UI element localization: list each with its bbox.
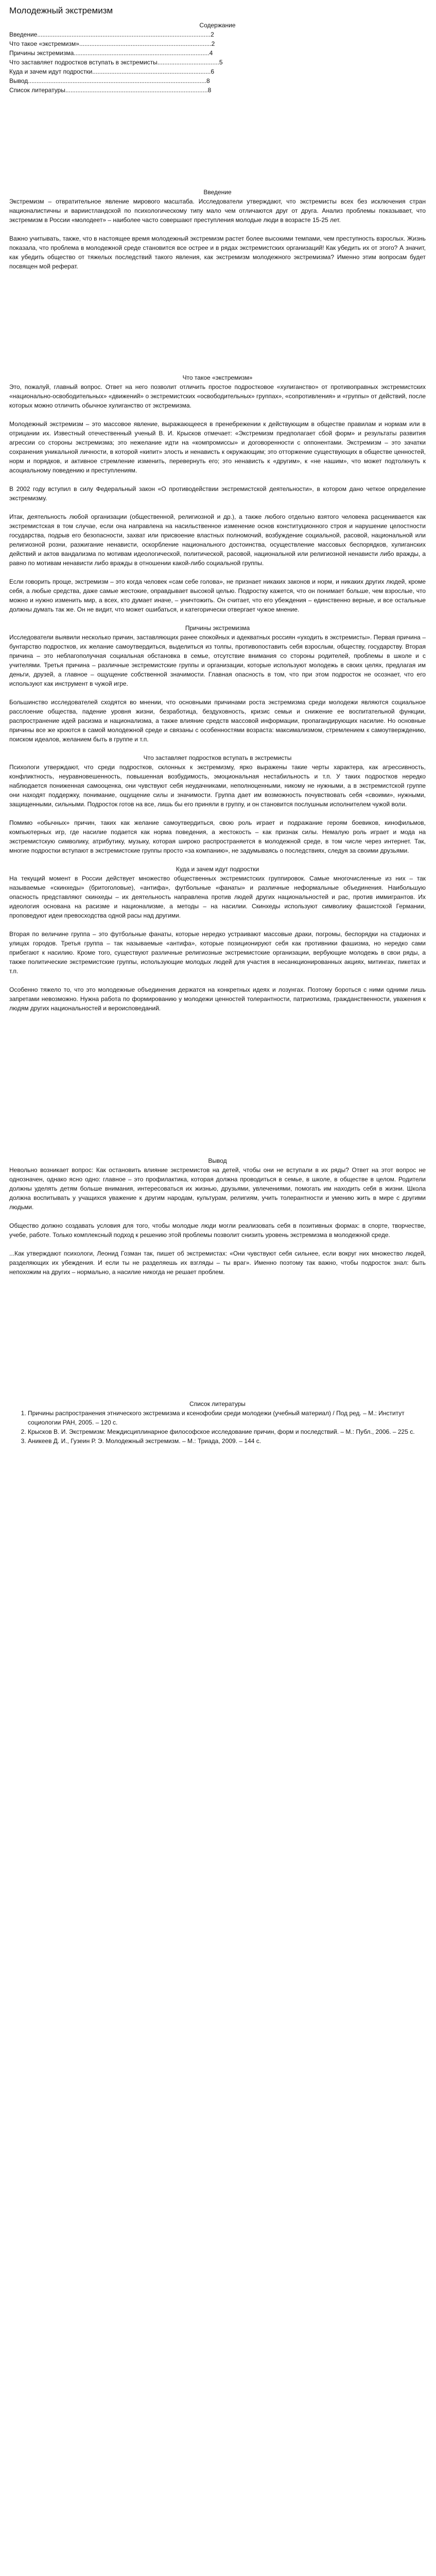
toc-item[interactable]: Причины экстремизма...............................................................................4 (9, 49, 213, 57)
what-heading: Что такое «экстремизм» (182, 374, 253, 381)
join-heading: Что заставляет подростков вступать в экстремисты (143, 754, 292, 761)
what-paragraph: Если говорить проще, экстремизм – это когда человек «сам себе голова», не признает никаких законов и норм, и никаких других людей, кроме себя, а любые средства, даже самые жестокие, оправдывает высокой целью. Подростку кажется, что он понимает больше, чем взрослые, что можно и нужно изменить мир, а всех, кто думает иначе, – уничтожить. Он считает, что его убеждения – единственно верные, и все остальные должны думать так же. Он не видит, что может ошибаться, и категорически отвергает чужое мнение. (9, 578, 426, 613)
causes-heading: Причины экстремизма (185, 624, 250, 632)
document-title: Молодежный экстремизм (9, 6, 113, 15)
references-list (19, 1409, 426, 1446)
toc-item[interactable]: Вывод........................................................................................................8 (9, 77, 210, 84)
join-paragraph: Психологи утверждают, что среди подростков, склонных к экстремизму, ярко выражены такие черты характера, как агрессивность, конфликтность, неуравновешенность, повышенная возбудимость, эмоциональная нестабильность и т.п. У таких подростков нередко наблюдается пониженная самооценка, они чувствуют себя неудачниками, неполноценными, никому не нужными, а в экстремистской группе они находят поддержку, понимание, ощущение силы и значимости. Группа дает им возможность почувствовать себя «своими», нужными, защищенными, сильными. Подросток готов на все, лишь бы его приняли в группу, и он становится послушным исполнителем чужой воли. (9, 764, 426, 808)
toc-item[interactable]: Куда и зачем идут подростки.....................................................................6 (9, 68, 215, 75)
intro-heading: Введение (203, 189, 232, 196)
toc-item[interactable]: Что заставляет подростков вступать в экстремисты....................................5 (9, 59, 223, 66)
join-paragraph: Помимо «обычных» причин, таких как желание самоутвердиться, свою роль играет и подражание героям боевиков, кинофильмов, компьютерных игр, где насилие подается как норма поведения, а жестокость – как признак силы. Немалую роль играет и мода на экстремистскую символику, атрибутику, музыку, которая широко распространяется в молодежной среде, в том числе через интернет. Так, многие подростки вступают в экстремистские группы просто «за компанию», не задумываясь о последствиях, следуя за своими друзьями. (9, 819, 426, 854)
where-paragraph: На текущий момент в России действует множество общественных экстремистских группировок. Самые многочисленные из них – так называемые «скинхеды» (бритоголовые), «антифа», футбольные «фанаты» и различные неформальные объединения. Наибольшую опасность представляют скинхеды – их деятельность направлена против людей других национальностей и рас, против иммигрантов. Их идеология основана на расизме и национализме, а методы – на насилии. Скинхеды используют символику фашистской Германии, проповедуют идеи превосходства одной расы над другими. (9, 875, 426, 919)
where-paragraph: Особенно тяжело то, что это молодежные объединения держатся на конкретных идеях и лозунгах. Поэтому бороться с ними одними лишь запретами невозможно. Нужна работа по формированию у молодежи ценностей толерантности, патриотизма, гражданственности, уважения к людям других национальностей и вероисповеданий. (9, 986, 426, 1012)
toc-item[interactable]: Введение.....................................................................................................2 (9, 31, 214, 38)
where-heading: Куда и зачем идут подростки (176, 866, 259, 873)
toc-heading: Содержание (199, 22, 236, 29)
conclusion-paragraph: Общество должно создавать условия для того, чтобы молодые люди могли реализовать себя в позитивных формах: в спорте, творчестве, учебе, работе. Только комплексный подход к решению этой проблемы позволит снизить уровень экстремизма в молодежной среде. (9, 1222, 426, 1239)
toc-item[interactable]: Что такое «экстремизм».............................................................................2 (9, 40, 215, 47)
where-paragraph: Вторая по величине группа – это футбольные фанаты, которые нередко устраивают массовые драки, погромы, беспорядки на стадионах и улицах городов. Третья группа – так называемые «антифа», которые позиционируют себя как противники фашизма, но нередко сами прибегают к насилию. Кроме того, существуют различные религиозные экстремистские организации, вербующие молодежь в свои ряды, а также политические экстремистские группы, использующие молодых людей для участия в несанкционированных акциях, митингах, пикетах и т.п. (9, 930, 426, 975)
intro-paragraph: Экстремизм – отвратительное явление мирового масштаба. Исследователи утверждают, что экстремисты всех без исключения стран националистичны и вариистландской по психологическому типу мало чем отличаются друг от друга. Анализ проблемы показывает, что экстремизм в России «молодеет» – наиболее часто совершают преступления молодые люди в возрасте 15-25 лет. (9, 198, 426, 224)
causes-paragraph: Большинство исследователей сходятся во мнении, что основными причинами роста экстремизма среди молодежи являются социальное расслоение общества, падение уровня жизни, безработица, бездуховность, кризис семьи и снижение ее воспитательной функции, распространение идей расизма и национализма, а также влияние средств массовой информации, пропагандирующих насилие. Но основные причины все же кроются в самой молодежной среде и связаны с особенностями возраста: максимализмом, стремлением к самоутверждению, поиском идеалов, желанием быть в группе и т.п. (9, 699, 426, 743)
reference-item: 1. Причины распространения этнического экстремизма и ксенофобии среди молодежи (учебный материал) / Под ред. – М.: Институт социологии РАН, 2005. – 120 с. (28, 1409, 426, 1427)
reference-item: 2. Крысков В. И. Экстремизм: Междисциплинарное философское исследование причин, форм и последствий. – М.: Публ., 2006. – 225 с. (28, 1427, 426, 1436)
toc-item[interactable]: Список литературы...................................................................................8 (9, 87, 212, 94)
intro-paragraph: Важно учитывать, также, что в настоящее время молодежный экстремизм растет более высокими темпами, чем преступность взрослых. Жизнь показала, что проблема в молодежной среде становится все острее и в рядах экстремистских организаций! Как убедить их от этого? А значит, как убедить общество от тяжелых последствий такого явления, как экстремизм молодежного экстремизма? Именно этим вопросам будет посвящен мой реферат. (9, 235, 426, 270)
refs-heading: Список литературы (189, 1400, 246, 1408)
conclusion-paragraph: ...Как утверждают психологи, Леонид Гозман так, пишет об экстремистах: «Они чувствуют себя сильнее, если вокруг них множество людей, разделяющих их убеждения. И если ты не разделяешь их взгляды – ты враг». Именно поэтому так важно, чтобы подросток знал: быть непохожим на других – нормально, а насилие никогда не решает проблем. (9, 1250, 426, 1276)
reference-item: 3. Аникеев Д. И., Гузеин Р. Э. Молодежный экстремизм. – М.: Триада, 2009. – 144 с. (28, 1436, 426, 1446)
what-paragraph: Итак, деятельность любой организации (общественной, религиозной и др.), а также любого отдельно взятого человека расценивается как экстремистская в том случае, если она направлена на насильственное изменение основ конституционного строя и нарушение целостности государства, подрыв его безопасности, захват или присвоение властных полномочий, возбуждение социальной, расовой, национальной или религиозной розни, разжигание ненависти, оскорбление национального достоинства, осуществление массовых беспорядков, хулиганских действий и актов вандализма по мотивам идеологической, политической, расовой, национальной или религиозной ненависти либо вражды, а равно по мотивам ненависти либо вражды в отношении какой-либо социальной группы. (9, 513, 426, 567)
causes-paragraph: Исследователи выявили несколько причин, заставляющих ранее спокойных и адекватных россиян «уходить в экстремисты». Первая причина – бунтарство подростков, их желание самоутвердиться, выделиться из толпы, противопоставить себя взрослым, обществу, государству. Вторая причина – это неблагополучная социальная обстановка в семье, отсутствие внимания со стороны родителей, проблемы в школе и с учителями. Третья причина – различные экстремистские группы и организации, которые используют молодежь в своих целях, предлагая им деньги, друзей, а главное – ощущение собственной значимости. Главная опасность в том, что при этом подросток не осознает, что его используют как инструмент в чужой игре. (9, 634, 426, 687)
what-paragraph: В 2002 году вступил в силу Федеральный закон «О противодействии экстремистской деятельности», в котором дано четкое определение экстремизму. (9, 485, 426, 502)
conclusion-heading: Вывод (208, 1157, 227, 1164)
table-of-contents (9, 30, 426, 95)
conclusion-paragraph: Невольно возникает вопрос: Как остановить влияние экстремистов на детей, чтобы они не вступали в их ряды? Ответ на этот вопрос не однозначен, однако ясно одно: главное – это профилактика, которая должна проводиться в семье, в школе, в обществе в целом. Родители должны уделять детям больше внимания, интересоваться их жизнью, друзьями, увлечениями, помогать им находить себя в жизни. Школа должна воспитывать у учащихся уважение к другим народам, культурам, религиям, учить толерантности и умению жить в мире с другими людьми. (9, 1166, 426, 1211)
what-paragraph: Молодежный экстремизм – это массовое явление, выражающееся в пренебрежении к действующим в обществе правилам и нормам или в отрицании их. Известный отечественный ученый В. И. Крысков отмечает: «Экстремизм предполагает сбой форм» и результаты развития агрессии со стороны экстремизма; это нежелание идти на «компромиссы» и договоренности с оппонентами. Экстремизм – это зачатки сохранения уникальной личности, в которой «кипит» злость и ненависть к окружающим; это отторжение существующих в обществе ценностей, норм и порядков, и активное стремление изменить, перевернуть его; это ненависть к «другим», к «не нашим», что может подтолкнуть к асоциальному поведению и преступлениям. (9, 420, 426, 474)
what-paragraph: Это, пожалуй, главный вопрос. Ответ на него позволит отличить простое подростковое «хулиганство» от противоправных экстремистских «национально-освободительных» «движений» о экстремистских «освободительных» группах», «сопротивления» и «группы» от действий, после которых можно отличить обычное хулиганство от экстремизма. (9, 383, 426, 409)
